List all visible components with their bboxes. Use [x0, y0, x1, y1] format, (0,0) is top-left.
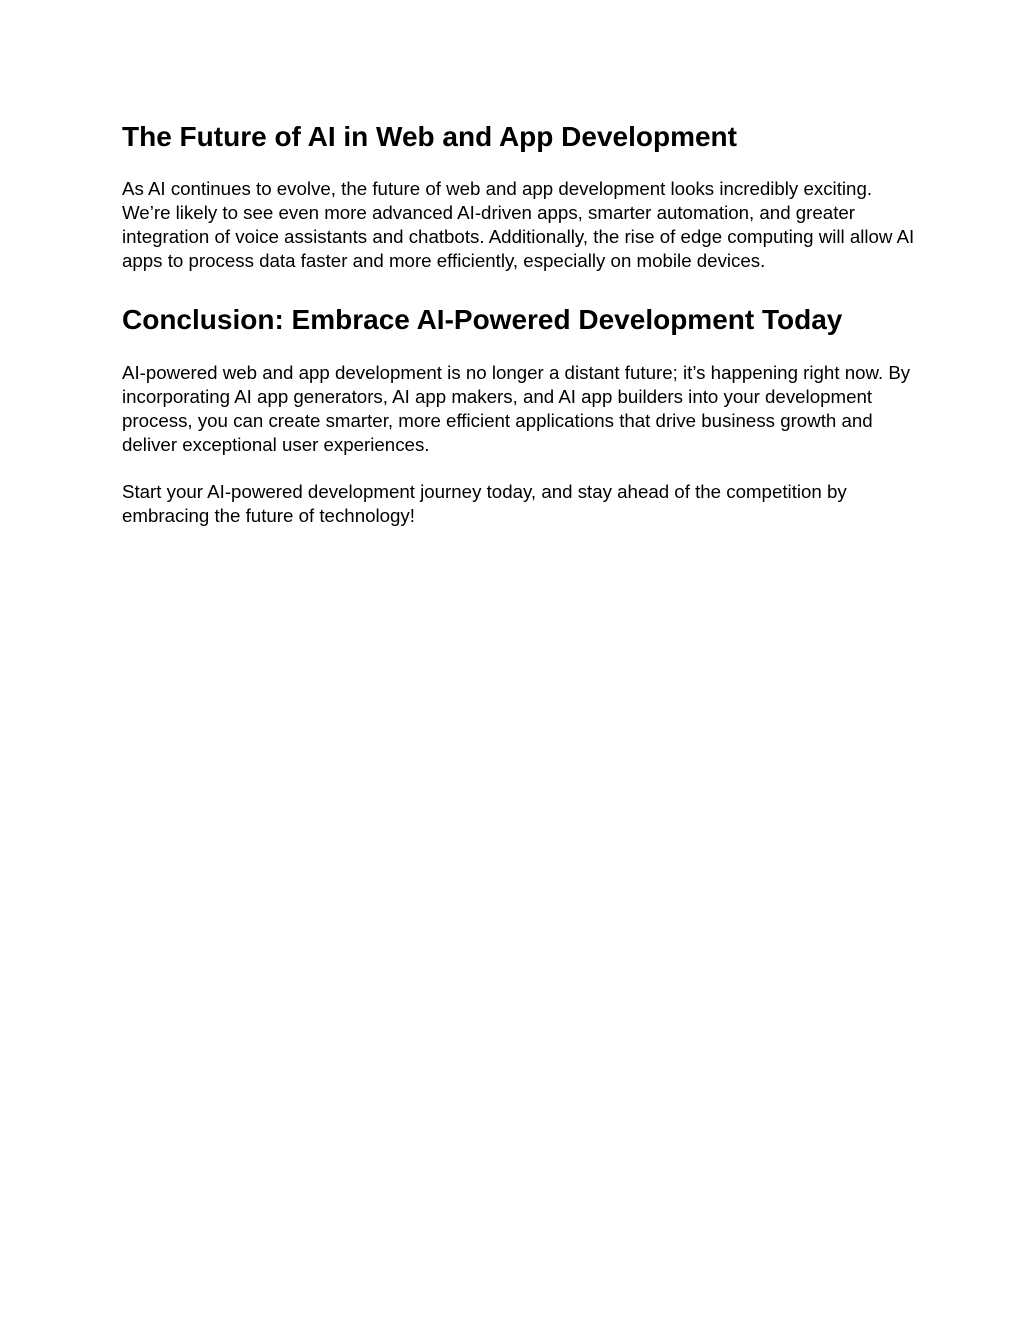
text-line: AI-powered web and app development is no longer a distant future; it’s happening right now. By [122, 362, 911, 383]
text-line: incorporating AI app generators, AI app makers, and AI app builders into your development [122, 386, 873, 407]
paragraph-call-to-action [122, 480, 904, 528]
text-line: deliver exceptional user experiences. [122, 434, 430, 455]
text-line: process, you can create smarter, more efficient applications that drive business growth and [122, 410, 873, 431]
text-line: We’re likely to see even more advanced AI-driven apps, smarter automation, and greater [122, 202, 855, 223]
heading-conclusion: Conclusion: Embrace AI-Powered Development Today [122, 304, 843, 335]
text-line: As AI continues to evolve, the future of web and app development looks incredibly exciting. [122, 178, 873, 199]
text-line: embracing the future of technology! [122, 505, 415, 526]
text-line: Start your AI-powered development journey today, and stay ahead of the competition by [122, 481, 847, 502]
text-line: integration of voice assistants and chatbots. Additionally, the rise of edge computing will allow AI [122, 226, 915, 247]
paragraph-conclusion [122, 361, 911, 457]
text-line: apps to process data faster and more efficiently, especially on mobile devices. [122, 250, 766, 271]
paragraph-future-of-ai [122, 177, 915, 273]
heading-future-of-ai: The Future of AI in Web and App Development [122, 121, 737, 152]
